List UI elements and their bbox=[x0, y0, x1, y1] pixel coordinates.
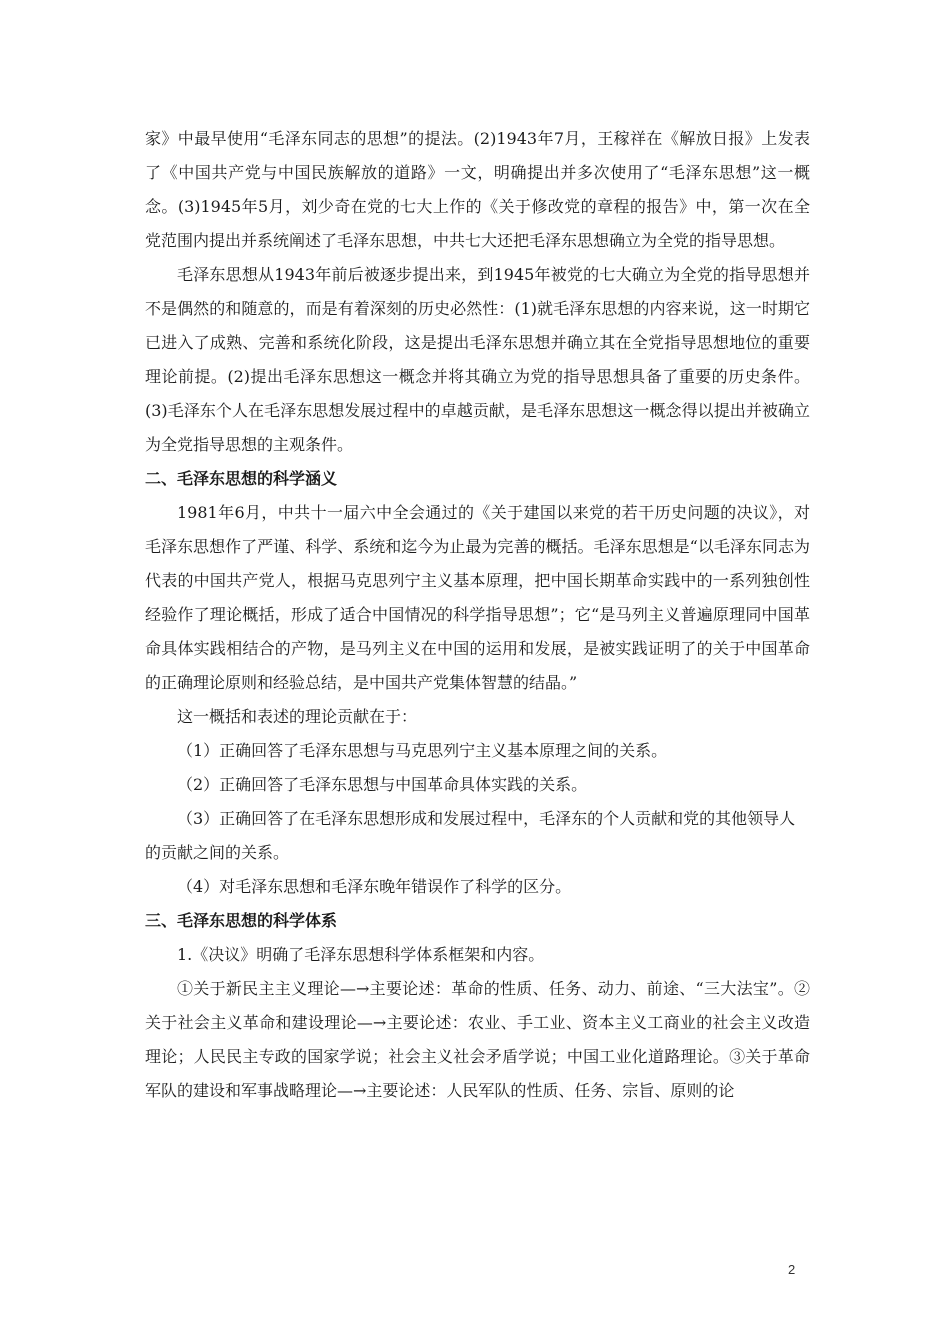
list-item-contribution-4: （4）对毛泽东思想和毛泽东晚年错误作了科学的区分。 bbox=[177, 877, 572, 896]
paragraph-1981-resolution: 1981年6月，中共十一届六中全会通过的《关于建国以来党的若干历史问题的决议》，对毛泽东思想作了严谨、科学、系统和迄今为止最为完善的概括。毛泽东思想是“以毛泽东同志为代表的中国共产党人，根据马克思列宁主义基本原理，把中国长期革命实践中的一系列独创性经验作了理论概括，形成了适合中国情况的科学指导思想”；它“是马列主义普遍原理同中国革命具体实践相结合的产物，是马列主义在中国的运用和发展，是被实践证明了的关于中国革命的正确理论原则和经验总结，是中国共产党集体智慧的结晶。” bbox=[145, 503, 810, 692]
paragraph-theoretical-contribution-intro: 这一概括和表述的理论贡献在于： bbox=[177, 707, 418, 726]
paragraph-historical-necessity: 毛泽东思想从1943年前后被逐步提出来，到1945年被党的七大确立为全党的指导思想并不是偶然的和随意的，而是有着深刻的历史必然性：(1)就毛泽东思想的内容来说，这一时期它已进入了成熟、完善和系统化阶段，这是提出毛泽东思想并确立其在全党指导思想地位的重要理论前提。(2)提出毛泽东思想这一概念并将其确立为党的指导思想具备了重要的历史条件。(3)毛泽东个人在毛泽东思想发展过程中的卓越贡献，是毛泽东思想这一概念得以提出并被确立为全党指导思想的主观条件。 bbox=[145, 265, 810, 454]
paragraph-resolution-framework: 1.《决议》明确了毛泽东思想科学体系框架和内容。 bbox=[177, 945, 545, 964]
paragraph-theory-components: ①关于新民主主义理论—→主要论述：革命的性质、任务、动力、前途、“三大法宝”。②关于社会主义革命和建设理论—→主要论述：农业、手工业、资本主义工商业的社会主义改造理论；人民民主专政的国家学说；社会主义社会矛盾学说；中国工业化道路理论。③关于革命军队的建设和军事战略理论—→主要论述：人民军队的性质、任务、宗旨、原则的论 bbox=[145, 979, 810, 1100]
section-heading-scientific-meaning: 二、毛泽东思想的科学涵义 bbox=[145, 469, 338, 488]
page-number: 2 bbox=[788, 1262, 796, 1277]
list-item-contribution-1: （1）正确回答了毛泽东思想与马克思列宁主义基本原理之间的关系。 bbox=[177, 741, 668, 760]
paragraph-origin-of-term: 家》中最早使用“毛泽东同志的思想”的提法。(2)1943年7月，王稼祥在《解放日报》上发表了《中国共产党与中国民族解放的道路》一文，明确提出并多次使用了“毛泽东思想”这一概念。(3)1945年5月，刘少奇在党的七大上作的《关于修改党的章程的报告》中，第一次在全党范围内提出并系统阐述了毛泽东思想，中共七大还把毛泽东思想确立为全党的指导思想。 bbox=[145, 129, 810, 250]
list-item-contribution-2: （2）正确回答了毛泽东思想与中国革命具体实践的关系。 bbox=[177, 775, 588, 794]
list-item-contribution-3: （3）正确回答了在毛泽东思想形成和发展过程中，毛泽东的个人贡献和党的其他领导人的贡献之间的关系。 bbox=[145, 809, 796, 862]
page-content bbox=[145, 122, 810, 1108]
section-heading-scientific-system: 三、毛泽东思想的科学体系 bbox=[145, 911, 338, 930]
